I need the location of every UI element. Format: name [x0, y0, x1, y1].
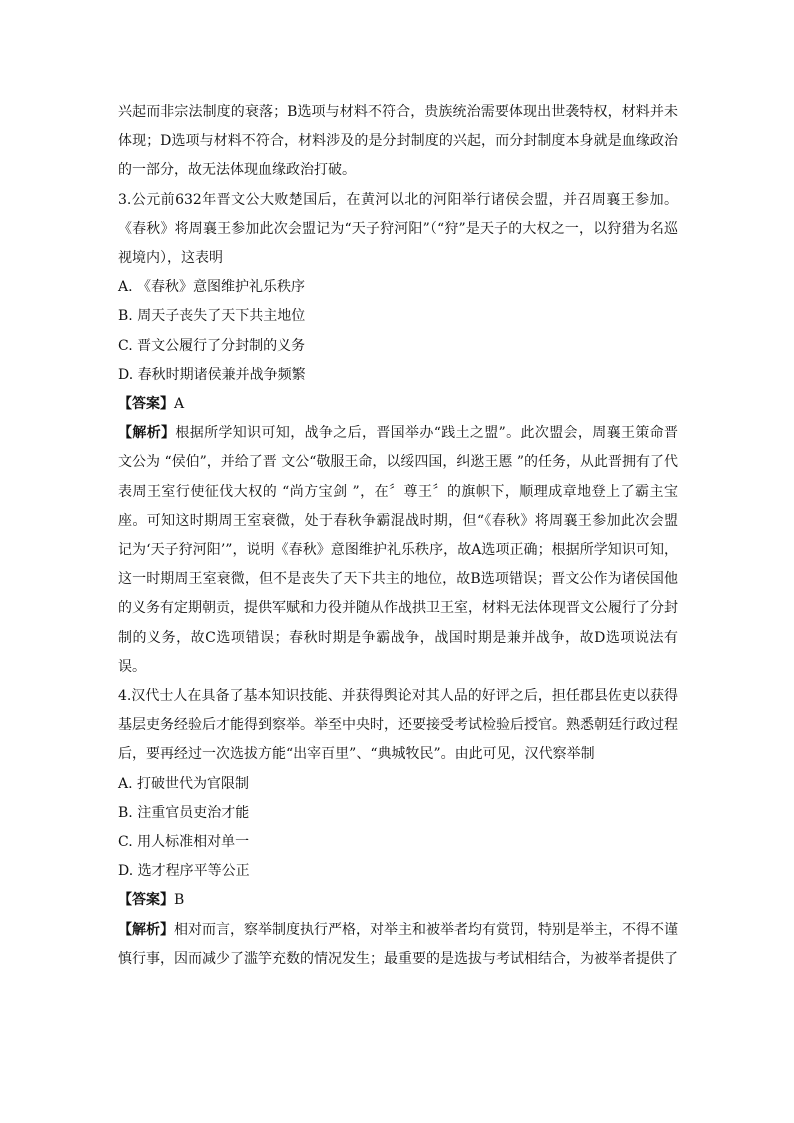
answer-value: A [174, 396, 185, 413]
answer-value: B [174, 892, 185, 909]
question-3-option-b: B. 周天子丧失了天下共主地位 [118, 308, 306, 325]
question-3-option-a: A. 《春秋》意图维护礼乐秩序 [118, 279, 306, 296]
question-3-option-d: D. 春秋时期诸侯兼并战争频繁 [118, 366, 306, 383]
document-page [118, 98, 678, 974]
question-4-option-c: C. 用人标准相对单一 [118, 834, 250, 851]
question-4-answer [118, 886, 678, 915]
question-4-option-a: A. 打破世代为官限制 [118, 775, 250, 792]
question-3-answer [118, 390, 678, 419]
question-4-stem: 4.汉代士人在具备了基本知识技能、并获得舆论对其人品的好评之后，担任郡县佐吏以获得基层吏务经验后才能得到察举。举至中央时，还要接受考试检验后授官。熟悉朝廷行政过程后，要再经过一次选拔方能“出宰百里”、“典城牧民”。由此可见，汉代察举制 [118, 688, 678, 763]
analysis-text: 相对而言，察举制度执行严格，对举主和被举者均有赏罚，特别是举主，不得不谨慎行事，因而减少了滥竽充数的情况发生；最重要的是选拔与考试相结合，为被举者提供了 [118, 921, 678, 967]
question-3-stem: 3.公元前632年晋文公大败楚国后，在黄河以北的河阳举行诸侯会盟，并召周襄王参加。《春秋》将周襄王参加此次会盟记为“天子狩河阳”（“狩”是天子的大权之一，以狩猎为名巡视境内），这表明 [118, 191, 678, 267]
analysis-label: 【解析】 [118, 425, 176, 442]
question-4-option-d: D. 选才程序平等公正 [118, 863, 250, 880]
question-3-option-c: C. 晋文公履行了分封制的义务 [118, 337, 306, 354]
analysis-label: 【解析】 [118, 921, 174, 938]
question-4-option-b: B. 注重官员吏治才能 [118, 804, 250, 821]
analysis-text: 根据所学知识可知，战争之后，晋国举办“践土之盟”。此次盟会，周襄王策命晋文公为 “侯伯”，并给了晋 文公“敬服王命，以绥四国，纠逖王慝 ”的任务，从此晋拥有了代表周王室行使征伐大权的 “尚方宝剑 ”，在〞尊王〞的旗帜下，顺理成章地登上了霸主宝座。可知这时期周王室衰微，处于春秋争霸混战时期，但“《春秋》将周襄王参加此次会盟记为‘天子狩河阳’”，说明《春秋》意图维护礼乐秩序，故A选项正确；根据所学知识可知，这一时期周王室衰微，但不是丧失了天下共主的地位，故B选项错误；晋文公作为诸侯国他的义务有定期朝贡，提供军赋和力役并随从作战拱卫王室，材料无法体现晋文公履行了分封制的义务，故C选项错误；春秋时期是争霸战争，战国时期是兼并战争，故D选项说法有误。 [118, 425, 679, 675]
answer-label: 【答案】 [118, 892, 174, 909]
answer-label: 【答案】 [118, 396, 174, 413]
question-4-analysis [118, 916, 678, 974]
question-3-analysis [118, 419, 678, 682]
paragraph-continued-analysis: 兴起而非宗法制度的衰落；B选项与材料不符合，贵族统治需要体现出世袭特权，材料并未体现；D选项与材料不符合，材料涉及的是分封制度的兴起，而分封制度本身就是血缘政治的一部分，故无法体现血缘政治打破。 [118, 104, 678, 179]
